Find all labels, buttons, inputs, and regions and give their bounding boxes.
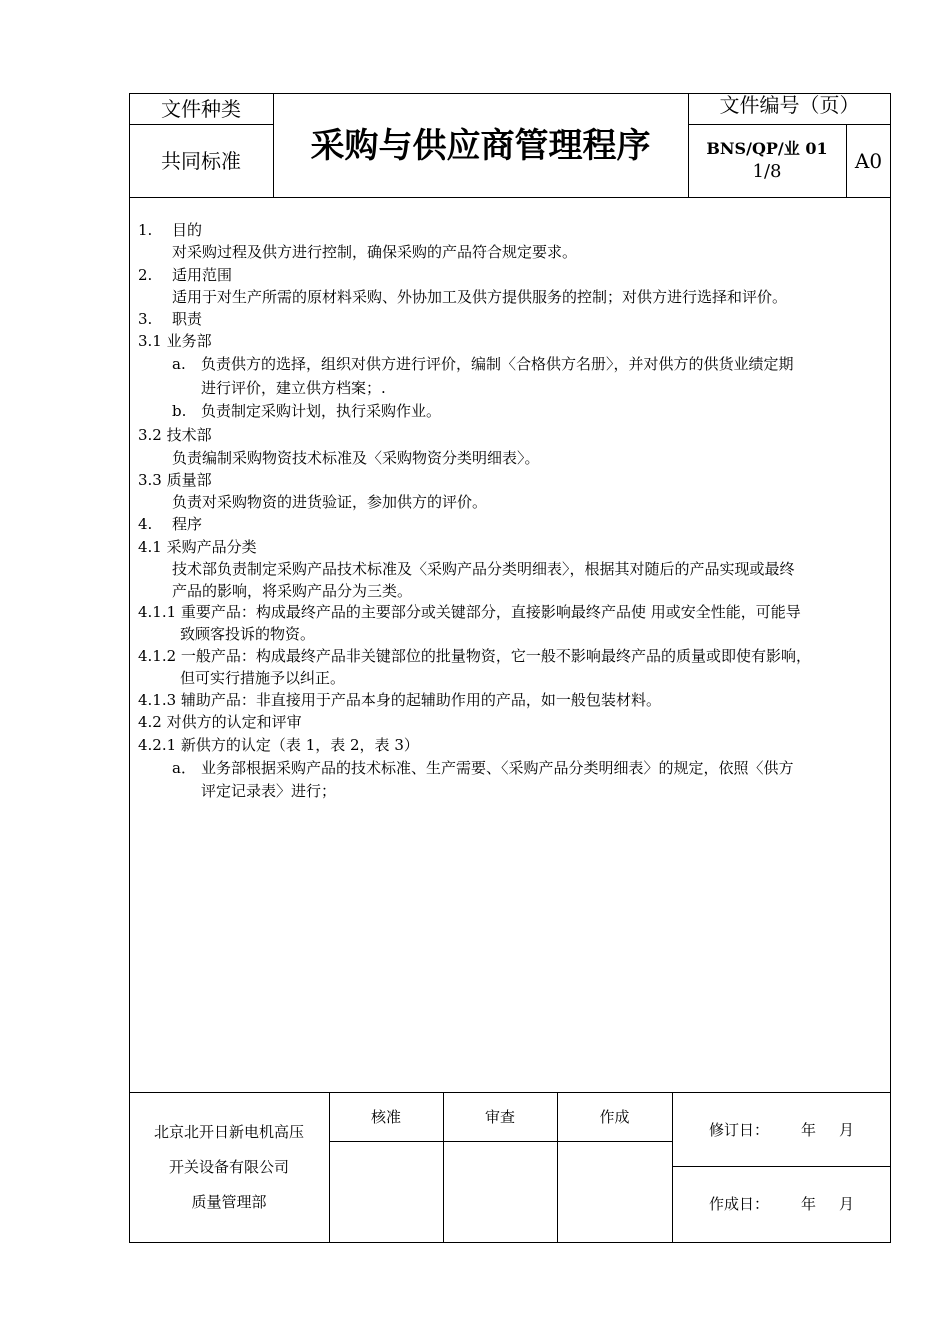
body-line: 3.2 技术部 <box>138 426 212 444</box>
header-bottom-rule <box>129 197 891 198</box>
section-heading: 目的 <box>172 221 203 239</box>
body-line: 负责对采购物资的进货验证，参加供方的评价。 <box>172 493 488 511</box>
page-number: 1/8 <box>752 161 782 182</box>
body-line: 对采购过程及供方进行控制，确保采购的产品符合规定要求。 <box>172 243 578 261</box>
author-label: 作成 <box>599 1108 630 1126</box>
body-line <box>138 264 232 286</box>
created-month-label: 月 <box>839 1195 855 1213</box>
item-number: 2. <box>138 266 153 284</box>
body-line: 产品的影响，将采购产品分为三类。 <box>172 582 413 600</box>
item-number: 4. <box>138 515 153 533</box>
body-line <box>138 308 202 330</box>
body-line: 负责编制采购物资技术标准及〈采购物资分类明细表〉。 <box>172 449 540 467</box>
body-line: 4.1.3 辅助产品：非直接用于产品本身的起辅助作用的产品，如一般包装材料。 <box>138 691 661 709</box>
created-year-label: 年 <box>801 1195 817 1213</box>
revised-date-label: 修订日： <box>709 1121 770 1139</box>
section-heading: 适用范围 <box>172 266 233 284</box>
body-line: 3.3 质量部 <box>138 471 212 489</box>
body-line: 4.1.1 重要产品：构成最终产品的主要部分或关键部分，直接影响最终产品使 用或安全性能，可能导 <box>138 603 801 621</box>
department-name: 质量管理部 <box>191 1193 267 1211</box>
revised-year-label: 年 <box>801 1121 817 1139</box>
body-line: 适用于对生产所需的原材料采购、外协加工及供方提供服务的控制；对供方进行选择和评价。 <box>172 288 788 306</box>
body-line: 4.2 对供方的认定和评审 <box>138 713 302 731</box>
header-right-split <box>688 124 891 125</box>
body-line <box>172 353 794 375</box>
approve-label: 核准 <box>370 1108 401 1126</box>
body-line <box>138 513 202 535</box>
section-heading: 职责 <box>172 310 203 328</box>
doc-number-label: 文件编号（页） <box>719 93 860 117</box>
body-line: 3.1 业务部 <box>138 332 212 350</box>
document-title: 采购与供应商管理程序 <box>310 126 651 166</box>
company-name-line1: 北京北开日新电机高压 <box>153 1123 304 1141</box>
body-line <box>172 757 794 779</box>
footer-top-rule <box>129 1092 891 1093</box>
doc-type-value: 共同标准 <box>161 149 241 173</box>
body-line: 评定记录表〉进行； <box>201 782 337 800</box>
item-number: a. <box>172 355 186 373</box>
item-number: 1. <box>138 221 153 239</box>
item-number: 3. <box>138 310 153 328</box>
revised-month-label: 月 <box>839 1121 855 1139</box>
footer-date-split <box>672 1166 891 1167</box>
list-item-text: 业务部根据采购产品的技术标准、生产需要、〈采购产品分类明细表〉的规定，依照〈供方 <box>201 759 794 777</box>
body-line: 技术部负责制定采购产品技术标准及〈采购产品分类明细表〉，根据其对随后的产品实现或最终 <box>172 560 795 578</box>
body-line: 4.1 采购产品分类 <box>138 538 257 556</box>
list-item-text: 负责供方的选择，组织对供方进行评价，编制〈合格供方名册〉，并对供方的供货业绩定期 <box>201 355 794 373</box>
item-number: b. <box>172 402 187 420</box>
item-number: a． <box>172 759 196 777</box>
review-label: 审查 <box>484 1108 515 1126</box>
created-date-label: 作成日： <box>709 1195 770 1213</box>
body-line: 4.2.1 新供方的认定（表 1，表 2，表 3） <box>138 736 419 754</box>
body-line: 4.1.2 一般产品：构成最终产品非关键部位的批量物资，它一般不影响最终产品的质量或即使有影响， <box>138 647 811 665</box>
body-line: 致顾客投诉的物资。 <box>180 625 316 643</box>
company-name-line2: 开关设备有限公司 <box>168 1158 289 1176</box>
body-line: 进行评价，建立供方档案；. <box>201 379 386 397</box>
header-left-split <box>129 124 273 125</box>
footer-sign-split <box>329 1141 672 1142</box>
body-line <box>138 219 202 241</box>
doc-number-value: BNS/QP/业 01 <box>706 139 828 158</box>
body-line <box>172 400 441 422</box>
section-heading: 程序 <box>172 515 203 533</box>
doc-type-label: 文件种类 <box>161 97 241 121</box>
body-line: 但可实行措施予以纠正。 <box>180 669 346 687</box>
list-item-text: 负责制定采购计划，执行采购作业。 <box>201 402 442 420</box>
revision-code: A0 <box>854 149 883 173</box>
footer-divider-4 <box>672 1092 673 1243</box>
